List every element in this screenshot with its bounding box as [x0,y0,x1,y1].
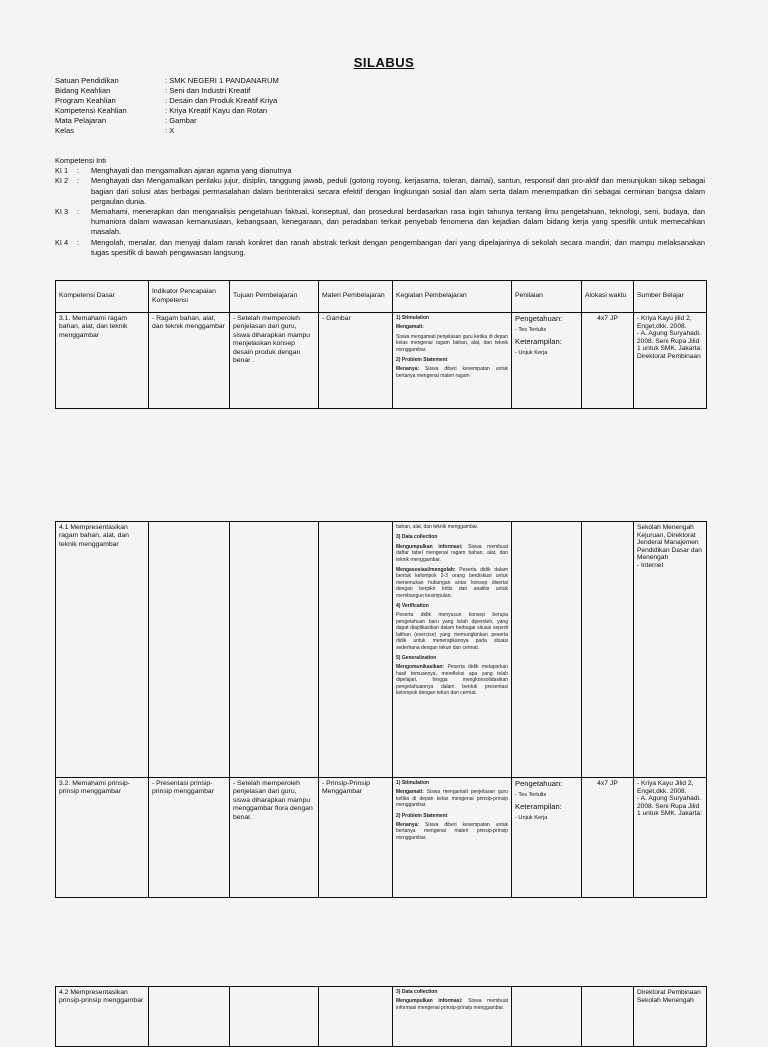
ki-heading: Kompetensi Inti [55,156,106,165]
step-heading: 5) Generalization [396,654,437,661]
penilaian-cell [512,522,582,778]
step-label: Mengumpulkan informasi: [396,998,463,1005]
materi-cell: - Prinsip-Prinsip Menggambar [319,778,393,898]
table-row [56,987,707,1047]
identity-block [55,76,279,136]
ki-text: Memahami, menerapkan dan menganalisis pengetahuan faktual, konseptual, dan prosedural berdasarkan rasa ingin tahunya tentang ilmu pengetahuan, teknologi, seni, budaya, dan humaniora dalam wawasan kemanusiaan, kebangsaan, kenegaraan, dan peradaban terkait penyebab fenomena dan kejadian dalam bidang kerja yang spesifik untuk memecahkan masalah. [91,207,705,237]
col-header: Materi Pembelajaran [319,281,393,313]
ki-separator: : [77,176,80,186]
tujuan-cell: - Setelah memperoleh penjelasan dari guru, siswa diharapkan mampu menggambar flora dengan benar. [230,778,319,898]
col-header: Penilaian [512,281,582,313]
col-header: Kompetensi Dasar [56,281,149,313]
meta-value: : Kriya Kreatif Kayu dan Rotan [165,106,268,115]
ki-code: KI 2 [55,176,69,186]
indikator-cell: - Presentasi prinsip-prinsip menggambar [149,778,230,898]
syllabus-table-1 [55,280,707,409]
assessment-item: - Unjuk Kerja [515,350,548,357]
col-header: Alokasi waktu [582,281,634,313]
step-heading: 2) Problem Statement [396,357,448,364]
ki-text: Mengolah, menalar, dan menyaji dalam ranah konkret dan ranah abstrak terkait dengan pengembangan dari yang dipelajarinya di sekolah secara mandiri, dan mampu melaksanakan tugas spesifik di bawah pengawasan langsung. [91,237,705,257]
ki-separator: : [77,237,80,247]
step-heading: 2) Problem Statement [396,812,448,819]
ki-code: KI 4 [55,237,69,247]
assessment-label: Pengetahuan: [515,779,563,788]
step-text: Siswa membuat informasi mengenai prinsip-prinsip menggambar. [396,998,508,1011]
alokasi-cell: 4x7 JP [582,778,634,898]
meta-value: : Seni dan Industri Kreatif [165,86,251,95]
meta-row [55,76,279,86]
meta-label: Bidang Keahlian [55,86,111,95]
meta-label: Satuan Pendidikan [55,76,119,85]
indikator-cell [149,987,230,1047]
table-row [56,778,707,898]
ki-code: KI 3 [55,207,69,217]
col-header: Tujuan Pembelajaran [230,281,319,313]
table-row [56,522,707,778]
kd-cell: 3.2. Memahami prinsip-prinsip menggambar [56,778,149,898]
kegiatan-cell [393,313,512,409]
ki-text: Menghayati dan mengamalkan ajaran agama yang dianutnya [91,166,292,176]
meta-label: Program Keahlian [55,96,116,105]
alokasi-cell [582,987,634,1047]
ki-item [55,238,705,258]
col-header: Kegiatan Pembelajaran [393,281,512,313]
assessment-label: Keterampilan: [515,336,562,346]
materi-cell [319,987,393,1047]
assessment-item: - Unjuk Kerja [515,815,548,822]
step-heading: 1) Stimulation [396,780,430,786]
step-text: Peserta didik melaporkan hasil temuannya, merefleksi apa yang telah dipelajari, hingga mengkonsolidasikan pengetahuannya dalam bentuk presentasi kelompok dengan tekun dan cermat. [396,664,509,696]
meta-label: Kompetensi Keahlian [55,106,127,115]
step-label: Mengumpulkan informasi: [396,543,463,550]
table-row [56,313,707,409]
penilaian-cell [512,987,582,1047]
step-heading: 3) Data collection [396,989,438,995]
meta-row [55,86,279,96]
step-text: Siswa diberi kesempatan untuk bertanya mengenai materi ragam [396,366,508,379]
sumber-cell: - Kriya Kayu jilid 2, Enget,dkk. 2008. - A. Agung Suryahadi. 2008. Seni Rupa Jilid 1 untuk SMK. Jakarta: Direktorat Pembinaan [634,313,707,409]
penilaian-cell [512,313,582,409]
ki-item [55,207,705,238]
step-text: Siswa mengamati penjelasan guru ketika di depan kelas mengenai ragam bahan, alat, dan teknik menggambar. [396,333,508,353]
meta-value: : X [165,126,175,135]
kd-cell: 4.1 Mempresentasikan ragam bahan, alat, dan teknik menggambar [56,522,149,778]
sumber-cell: - Kriya Kayu Jilid 2, Enget,dkk. 2008. - A. Agung Suryahadi. 2008. Seni Rupa Jilid 1 untuk SMK. Jakarta: [634,778,707,898]
document-title: SILABUS [353,55,415,70]
kd-cell: 4.2 Mempresentasikan prinsip-prinsip menggambar [56,987,149,1047]
sumber-cell: Direktorat Pembinaan Sekolah Menengah [634,987,707,1047]
assessment-label: Pengetahuan: [515,314,563,323]
syllabus-table-3 [55,986,707,1047]
kd-cell: 3.1. Memahami ragam bahan, alat, dan teknik menggambar [56,313,149,409]
alokasi-cell [582,522,634,778]
syllabus-table-2 [55,521,707,898]
assessment-label: Keterampilan: [515,801,562,811]
alokasi-cell: 4x7 JP [582,313,634,409]
ki-item [55,166,705,176]
kegiatan-cell [393,778,512,898]
meta-value: : Desain dan Produk Kreatif Kriya [165,96,278,105]
meta-row [55,116,279,126]
step-heading: 1) Stimulation [396,315,430,321]
meta-row [55,96,279,106]
meta-label: Kelas [55,126,74,135]
step-heading: 3) Data collection [396,534,438,541]
step-label: Mengamati: [396,789,424,796]
ki-text: Menghayati dan Mengamalkan perilaku jujur, disiplin, tanggung jawab, peduli (gotong royong, kerjasama, toleran, damai), santun, responsif dan pro-aktif dan menunjukan sikap sebagai bagian dari solusi atas berbagai permasalahan dalam berinteraksi secara efektif dengan lingkungan sosial dan alam serta dalam menempatkan diri sebagai cerminan bangsa dalam pergaulan dunia. [91,176,705,206]
sumber-cell: Sekolah Menengah Kejuruan, Direktorat Jenderal Manajemen Pendidikan Dasar dan Menengah - Internet [634,522,707,778]
step-text: bahan, alat, dan teknik menggambar. [396,524,479,530]
assessment-item: - Tes Tertulis [515,792,547,799]
step-label: Menanya: [396,822,420,829]
meta-value: : SMK NEGERI 1 PANDANARUM [165,76,279,85]
indikator-cell [149,522,230,778]
meta-value: : Gambar [165,116,197,125]
table-header-row [56,281,707,313]
meta-label: Mata Pelajaran [55,116,107,125]
meta-row [55,126,279,136]
meta-row [55,106,279,116]
kegiatan-cell [393,522,512,778]
ki-separator: : [77,207,80,217]
materi-cell [319,522,393,778]
step-heading: 4) Verification [396,603,429,610]
step-text: Peserta didik dalam bentuk kelompok 2-3 orang berdiskusi untuk menemukan hubungan antar konsep disertai dengan berpikir kritis dan analitis untuk membangun kesimpulan. [396,567,508,599]
step-label: Mengasosiasi/mengolah: [396,567,456,574]
step-text: Siswa mengamati penjelasan guru ketika di depan kelas mengenai prinsip-prinsip menggambar. [396,789,509,809]
assessment-item: - Tes Tertulis [515,327,547,334]
ki-item [55,176,705,207]
step-text: Peserta didik menyusun konsep berupa pengetahuan baru yang telah diperoleh, yang dapat diaplikasikan dalam berbagai situasi seperti latihan (exercise) yang memungkinkan peserta didik untuk menerapkannya pada situasi sederhana dengan tekun dan cermat. [396,612,508,651]
step-text: Siswa membuat daftar tabel mengenai ragam bahan, alat, dan teknik menggambar. [396,543,508,563]
tujuan-cell [230,987,319,1047]
kompetensi-inti-block [55,156,705,258]
col-header: Indikator Pencapaian Kompetensi [149,281,230,313]
step-text: Siswa diberi kesempatan untuk bertanya mengenai materi prinsip-prinsip menggambar. [396,822,508,841]
step-label: Menanya: [396,366,420,373]
penilaian-cell [512,778,582,898]
tujuan-cell: - Setelah memperoleh penjelasan dari guru, siswa diharapkan mampu menjelaskan konsep desain produk dengan benar . [230,313,319,409]
kegiatan-cell [393,987,512,1047]
col-header: Sumber Belajar [634,281,707,313]
materi-cell: - Gambar [319,313,393,409]
step-label: Mengamati: [396,324,424,331]
indikator-cell: - Ragam bahan, alat, dan teknik menggambar [149,313,230,409]
step-label: Mengomunikasikan: [396,664,445,671]
tujuan-cell [230,522,319,778]
ki-separator: : [77,166,80,176]
ki-code: KI 1 [55,166,69,176]
